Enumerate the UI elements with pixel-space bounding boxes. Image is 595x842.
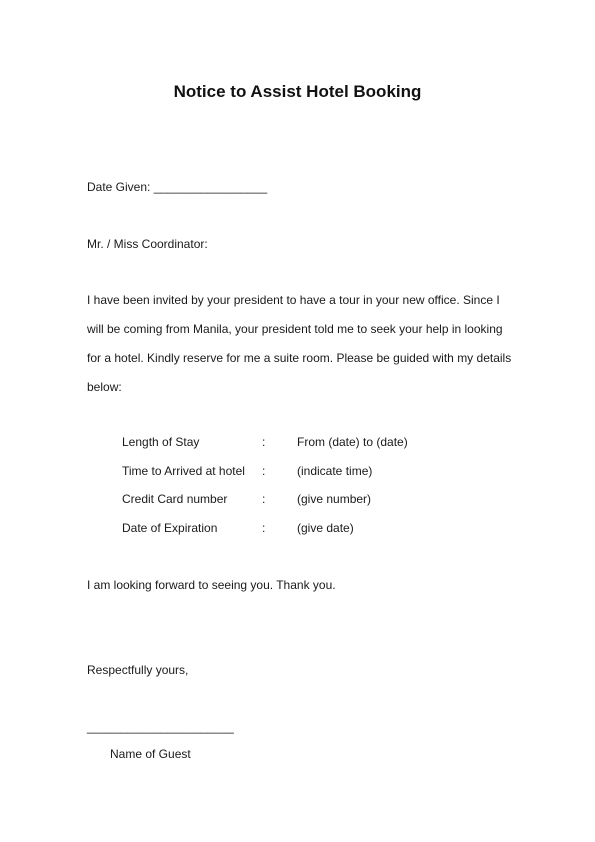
signature-line: ______________________ bbox=[87, 720, 234, 734]
detail-label: Length of Stay bbox=[122, 435, 200, 449]
detail-colon: : bbox=[262, 492, 266, 506]
closing-line: I am looking forward to seeing you. Thank you. bbox=[87, 578, 336, 592]
document-title: Notice to Assist Hotel Booking bbox=[173, 82, 422, 101]
date-given-line: Date Given: _________________ bbox=[87, 180, 268, 194]
detail-value: From (date) to (date) bbox=[297, 435, 408, 449]
salutation: Mr. / Miss Coordinator: bbox=[87, 237, 208, 251]
detail-label: Credit Card number bbox=[122, 492, 228, 506]
body-paragraph bbox=[87, 292, 512, 408]
detail-colon: : bbox=[262, 435, 266, 449]
detail-colon: : bbox=[262, 463, 266, 478]
body-line: I have been invited by your president to have a tour in your new office. Since I bbox=[87, 293, 500, 307]
detail-value: (indicate time) bbox=[297, 463, 373, 478]
detail-label: Date of Expiration bbox=[122, 520, 218, 535]
detail-value: (give number) bbox=[297, 492, 372, 506]
detail-colon: : bbox=[262, 520, 266, 535]
body-line: below: bbox=[87, 380, 122, 394]
guest-name-label: Name of Guest bbox=[110, 747, 191, 761]
detail-value: (give date) bbox=[297, 520, 354, 535]
detail-label: Time to Arrived at hotel bbox=[122, 463, 245, 478]
sign-off: Respectfully yours, bbox=[87, 663, 189, 677]
body-line: for a hotel. Kindly reserve for me a suite room. Please be guided with my details bbox=[87, 351, 512, 365]
body-line: will be coming from Manila, your president told me to seek your help in looking bbox=[87, 322, 503, 336]
